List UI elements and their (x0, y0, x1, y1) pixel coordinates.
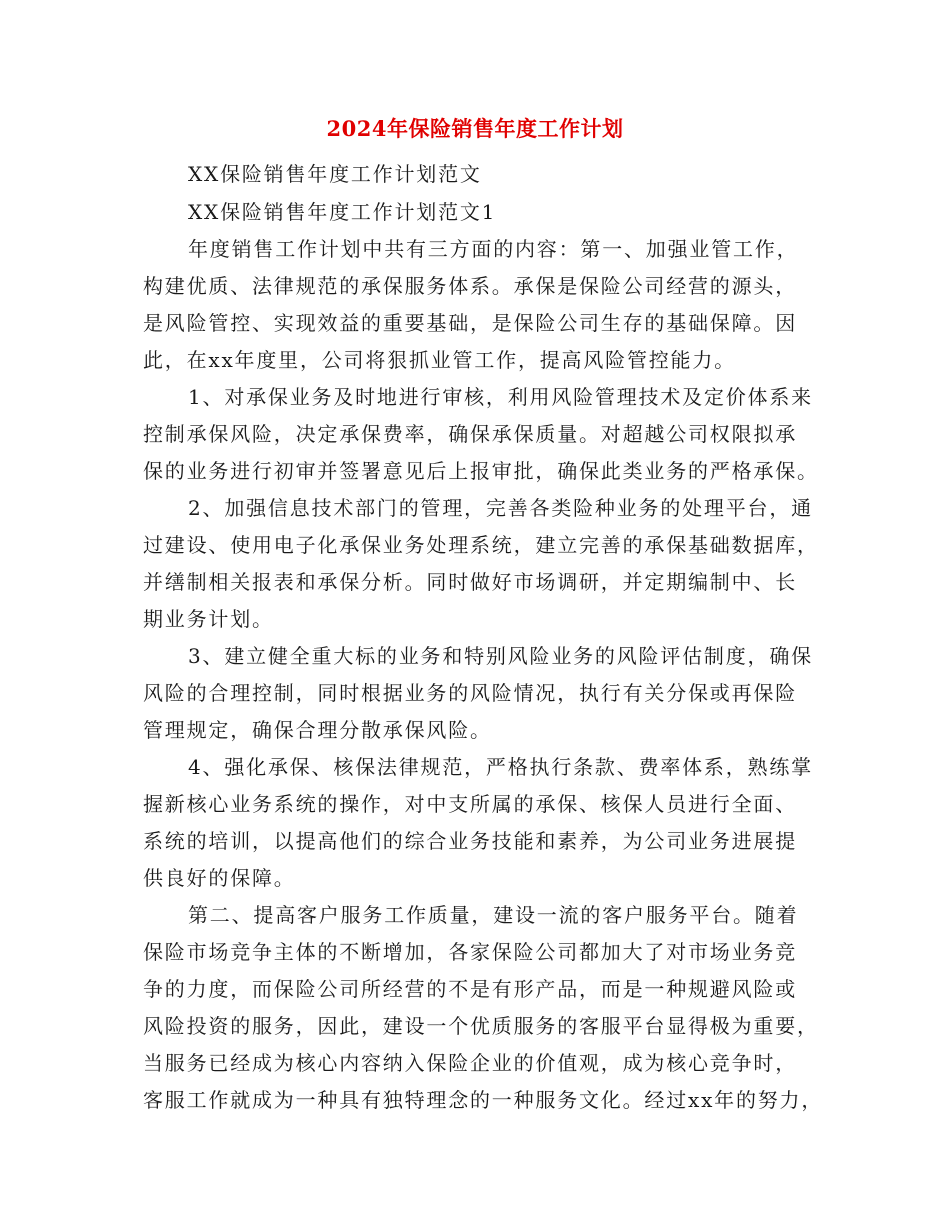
text-line: 供良好的保障。 (143, 866, 296, 890)
text-line: 1、对承保业务及时地进行审核，利用风险管理技术及定价体系来 (188, 385, 813, 409)
text-line: 第二、提高客户服务工作质量，建设一流的客户服务平台。随着 (188, 903, 799, 927)
text-line: 2、加强信息技术部门的管理，完善各类险种业务的处理平台，通 (188, 496, 813, 520)
text-line: 是风险管控、实现效益的重要基础，是保险公司生存的基础保障。因 (143, 311, 797, 335)
text-line: XX保险销售年度工作计划范文1 (188, 200, 497, 224)
text-line: 争的力度，而保险公司所经营的不是有形产品，而是一种规避风险或 (143, 977, 797, 1001)
text-line: 风险的合理控制，同时根据业务的风险情况，执行有关分保或再保险 (143, 681, 797, 705)
text-line: 风险投资的服务，因此，建设一个优质服务的客服平台显得极为重要， (143, 1014, 819, 1038)
text-line: 系统的培训，以提高他们的综合业务技能和素养，为公司业务进展提 (143, 829, 797, 853)
document-title: 2024年保险销售年度工作计划 (326, 116, 624, 141)
text-line: 管理规定，确保合理分散承保风险。 (143, 718, 492, 742)
text-line: 3、建立健全重大标的业务和特别风险业务的风险评估制度，确保 (188, 644, 813, 668)
text-line: 期业务计划。 (143, 607, 274, 631)
text-line: 4、强化承保、核保法律规范，严格执行条款、费率体系，熟练掌 (188, 755, 813, 779)
text-line: 并缮制相关报表和承保分析。同时做好市场调研，并定期编制中、长 (143, 570, 797, 594)
text-line: 控制承保风险，决定承保费率，确保承保质量。对超越公司权限拟承 (143, 422, 797, 446)
text-line: XX保险销售年度工作计划范文 (188, 162, 482, 186)
text-line: 客服工作就成为一种具有独特理念的一种服务文化。经过xx年的努力， (143, 1088, 824, 1112)
text-line: 年度销售工作计划中共有三方面的内容：第一、加强业管工作， (188, 237, 799, 261)
text-line: 构建优质、法律规范的承保服务体系。承保是保险公司经营的源头， (143, 274, 797, 298)
text-line: 握新核心业务系统的操作，对中支所属的承保、核保人员进行全面、 (143, 792, 797, 816)
text-line: 当服务已经成为核心内容纳入保险企业的价值观，成为核心竞争时， (143, 1051, 797, 1075)
text-line: 保的业务进行初审并签署意见后上报审批，确保此类业务的严格承保。 (143, 459, 819, 483)
text-line: 此，在xx年度里，公司将狠抓业管工作，提高风险管控能力。 (143, 348, 736, 372)
text-line: 过建设、使用电子化承保业务处理系统，建立完善的承保基础数据库， (143, 533, 819, 557)
text-line: 保险市场竞争主体的不断增加，各家保险公司都加大了对市场业务竞 (143, 940, 797, 964)
